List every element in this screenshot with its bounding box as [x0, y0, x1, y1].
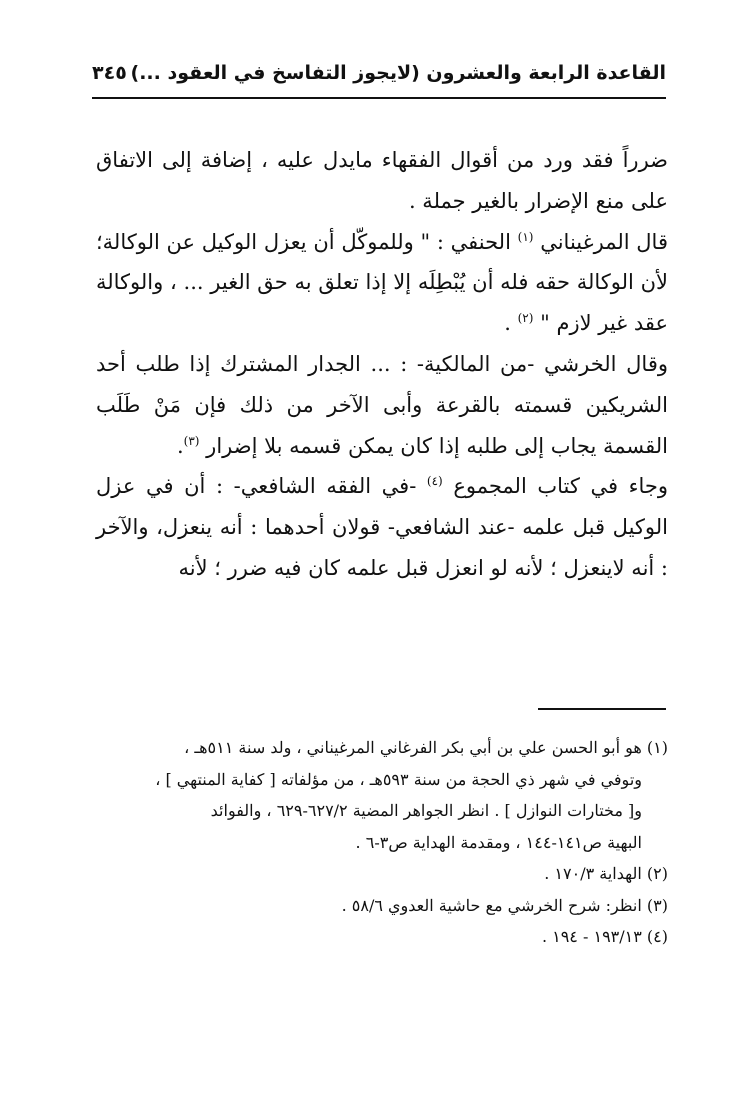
footnote-1-line-3: و[ مختارات النوازل ] . انظر الجواهر المضية ٦٢٧/٢-٦٢٩ ، والفوائد	[210, 801, 642, 820]
text-line: والآخر : أنه لاينعزل ؛ لأنه لو انعزل قبل علمه كان فيه ضرر ؛ لأنه	[96, 515, 668, 580]
footnote-ref-1[interactable]: (١)	[517, 229, 534, 244]
footnote-1-line-1: (١) هو أبو الحسن علي بن أبي بكر الفرغاني المرغيناني ، ولد سنة ٥١١هـ ،	[184, 738, 668, 757]
text-line: الشريكين قسمته بالقرعة وأبى الآخر من ذلك فإن مَنْ طَلَب	[96, 392, 668, 417]
footnote-3: (٣) انظر: شرح الخرشي مع حاشية العدوي ٥٨/٦ .	[341, 895, 668, 915]
paragraph-3	[96, 344, 668, 466]
text-line: على منع الإضرار بالغير جملة .	[408, 188, 668, 213]
footnote-ref-3[interactable]: (٣)	[183, 433, 200, 448]
text-line: والوكالة عقد غير لازم "	[96, 270, 668, 336]
footnote-separator	[538, 708, 666, 710]
text-line: وجاء في كتاب المجموع	[453, 474, 668, 499]
footnote-ref-4[interactable]: (٤)	[426, 474, 443, 489]
footnote-1-line-4: البهية ص١٤١-١٤٤ ، ومقدمة الهداية ص٣-٦ .	[355, 832, 642, 852]
text-line: لأن الوكالة حقه فله أن يُبْطِلَه إلا إذا تعلق به حق الغير ... ،	[170, 270, 668, 295]
text-line: الحنفي : " وللموكّل أن يعزل الوكيل عن الوكالة؛	[96, 229, 511, 254]
text-line: ضرراً فقد ورد من أقوال الفقهاء مايدل عليه ، إضافة إلى الاتفاق	[96, 148, 668, 172]
text-line: -في الفقه الشافعي- : أن في عزل	[96, 474, 417, 499]
paragraph-1	[96, 140, 668, 222]
page-number: ٣٤٥	[92, 62, 127, 84]
footnote-4: (٤) ١٩٣/١٣ - ١٩٤ .	[541, 927, 668, 946]
footnote-ref-2[interactable]: (٢)	[517, 311, 534, 326]
footnote-2: (٢) الهداية ١٧٠/٣ .	[544, 864, 668, 883]
text-line: قال المرغيناني	[540, 229, 668, 254]
text-line: .	[176, 433, 184, 458]
running-header	[92, 56, 666, 90]
text-line: .	[504, 311, 511, 336]
footnote-1-line-2: وتوفي في شهر ذي الحجة من سنة ٥٩٣هـ ، من مؤلفاته [ كفاية المنتهي ] ،	[155, 769, 642, 789]
paragraph-4	[96, 466, 668, 588]
main-text	[96, 140, 668, 589]
text-line: وقال الخرشي -من المالكية- : ... الجدار المشترك إذا طلب أحد	[96, 351, 668, 376]
text-line: القسمة يجاب إلى طلبه إذا كان يمكن قسمه بلا إضرار	[206, 433, 668, 458]
text-line: الوكيل قبل علمه -عند الشافعي- قولان أحدهما : أنه ينعزل،	[156, 515, 668, 540]
chapter-title: القاعدة الرابعة والعشرون (لايجوز التفاسخ في العقود ...)	[130, 62, 666, 84]
header-rule	[92, 97, 666, 99]
paragraph-2	[96, 222, 668, 344]
footnotes	[96, 732, 668, 953]
